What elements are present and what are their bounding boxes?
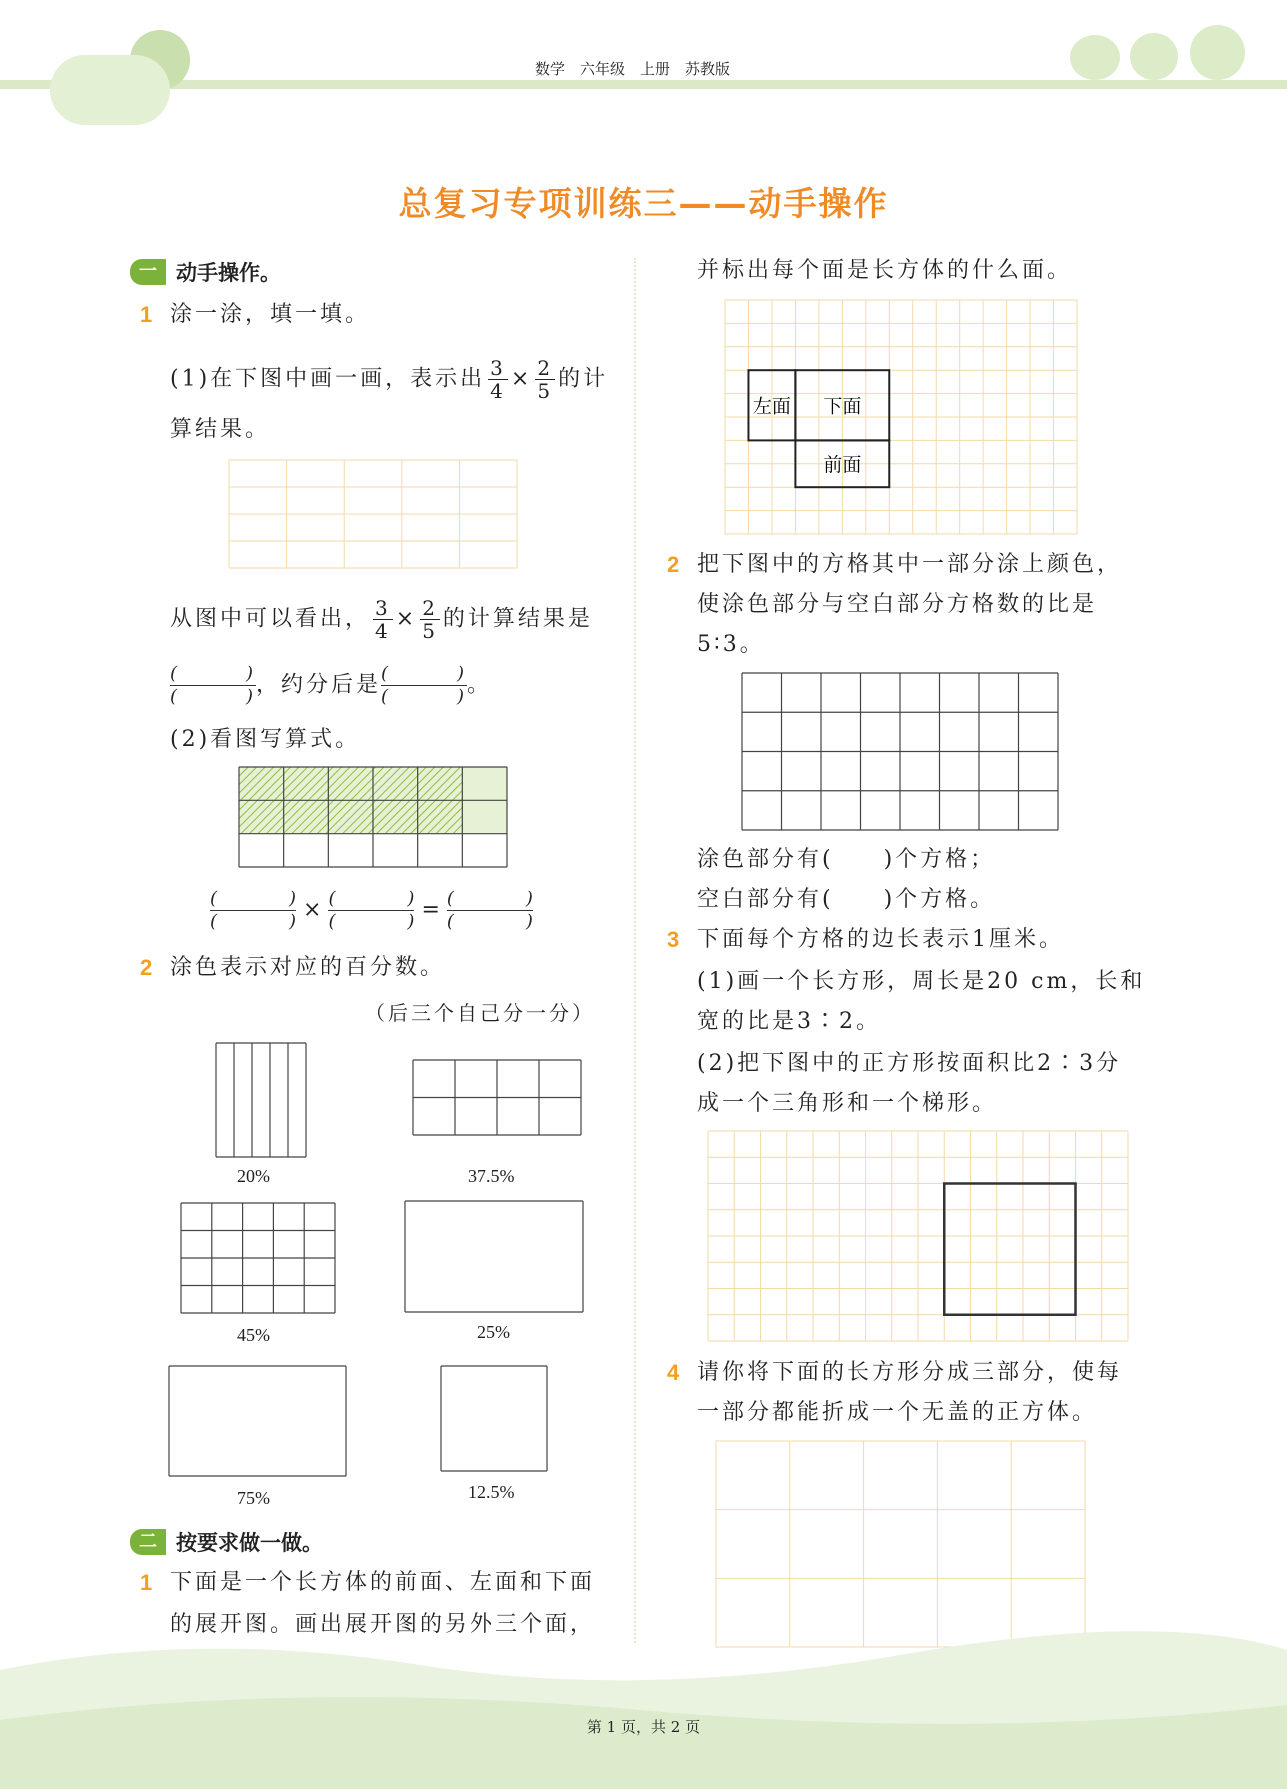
s2q2-number: 2 <box>667 552 680 577</box>
section-1-heading: 一 动手操作。 <box>130 257 281 287</box>
fraction-drawing-grid[interactable] <box>229 460 517 568</box>
cuboid-net-grid[interactable] <box>725 300 1077 534</box>
page-title: 总复习专项训练三——动手操作 <box>398 184 889 223</box>
s2q3-line3: 宽的比是3∶2。 <box>697 1009 881 1034</box>
s2q3-number: 3 <box>667 927 680 952</box>
s2q1-line3: 并标出每个面是长方体的什么面。 <box>697 258 1073 283</box>
label-12-5: 12.5% <box>468 1482 515 1502</box>
figure-20-percent[interactable] <box>216 1043 306 1157</box>
q1-number: 1 <box>140 302 153 327</box>
equation-blanks: ( ) ( ) × ( ) ( ) = ( ) ( ) <box>210 888 533 932</box>
blank-3[interactable]: ( ) ( ) <box>446 888 533 932</box>
figure-37-5-percent[interactable] <box>413 1060 581 1135</box>
answer-fraction-blank[interactable]: ( ) ( ) <box>170 663 256 707</box>
q1-text: 涂一涂，填一填。 <box>170 302 371 327</box>
hills-decoration <box>0 1610 1287 1789</box>
cloud-sun-decoration <box>40 20 180 110</box>
given-square <box>944 1184 1075 1315</box>
q1-part2: (2)看图写算式。 <box>170 727 361 752</box>
s2q2-answer1: 涂色部分有( )个方格； <box>697 847 996 872</box>
header-band <box>0 80 1287 89</box>
q2-text: 涂色表示对应的百分数。 <box>170 955 446 980</box>
ratio-coloring-grid[interactable] <box>742 673 1058 830</box>
footer-page-number: 第 1 页，共 2 页 <box>586 1718 701 1736</box>
s2q4-line1: 请你将下面的长方形分成三部分，使每 <box>697 1360 1123 1385</box>
s2q1-number: 1 <box>140 1570 153 1595</box>
column-divider <box>634 258 636 1643</box>
figure-45-percent[interactable] <box>181 1203 335 1313</box>
s2q3-line2: (1)画一个长方形，周长是20 cm，长和 <box>697 969 1146 994</box>
section-2-heading: 二 按要求做一做。 <box>130 1527 323 1557</box>
q1-result-line: 从图中可以看出， $\frac{3}{4}$ × $\frac{2}{5}$ 的计算结果是 <box>170 596 593 643</box>
s2q3-line1: 下面每个方格的边长表示1厘米。 <box>697 927 1064 952</box>
s2q2-line2: 使涂色部分与空白部分方格数的比是 <box>697 592 1098 617</box>
q1-part1-cont: 算结果。 <box>170 417 271 442</box>
shaded-fraction-figure <box>239 767 507 867</box>
s2q1-line1: 下面是一个长方体的前面、左面和下面 <box>170 1570 596 1595</box>
q1-answer-line: ( ) ( ) ，约分后是 ( ) ( ) 。 <box>170 663 493 707</box>
net-face-label: 下面 <box>823 395 862 418</box>
label-25: 25% <box>477 1322 510 1342</box>
header-text: 数学 六年级 上册 苏教版 <box>535 60 731 78</box>
label-45: 45% <box>237 1325 270 1345</box>
s2q3-line5: 成一个三角形和一个梯形。 <box>697 1091 998 1116</box>
blank-1[interactable]: ( ) ( ) <box>210 888 296 932</box>
s2q2-line1: 把下图中的方格其中一部分涂上颜色， <box>697 552 1123 577</box>
net-face-label: 左面 <box>752 395 791 418</box>
reduced-fraction-blank[interactable]: ( ) ( ) <box>381 663 468 707</box>
figure-75-percent[interactable] <box>169 1366 346 1476</box>
q2-note: （后三个自己分一分） <box>365 1001 595 1025</box>
s2q4-line2: 一部分都能折成一个无盖的正方体。 <box>697 1400 1098 1425</box>
s2q2-line3: 5∶3。 <box>697 632 765 657</box>
figure-12-5-percent[interactable] <box>441 1366 547 1471</box>
label-75: 75% <box>237 1488 270 1508</box>
blank-2[interactable]: ( ) ( ) <box>328 888 415 932</box>
s2q2-answer2: 空白部分有( )个方格。 <box>697 887 996 912</box>
s2q4-number: 4 <box>667 1360 680 1385</box>
label-20: 20% <box>237 1166 270 1186</box>
q1-part1: (1)在下图中画一画，表示出 $\frac{3}{4}$ × $\frac{2}{5}$ 的计 <box>170 356 609 403</box>
s2q1-line2: 的展开图。画出展开图的另外三个面， <box>170 1612 596 1637</box>
figure-25-percent[interactable] <box>405 1201 583 1312</box>
label-37-5: 37.5% <box>468 1166 515 1186</box>
q2-number: 2 <box>140 955 153 980</box>
animal-mascots-decoration <box>1065 25 1250 80</box>
net-face-label: 前面 <box>823 453 862 476</box>
s2q3-line4: (2)把下图中的正方形按面积比2∶3分 <box>697 1051 1122 1076</box>
square-division-grid[interactable] <box>708 1131 1128 1341</box>
